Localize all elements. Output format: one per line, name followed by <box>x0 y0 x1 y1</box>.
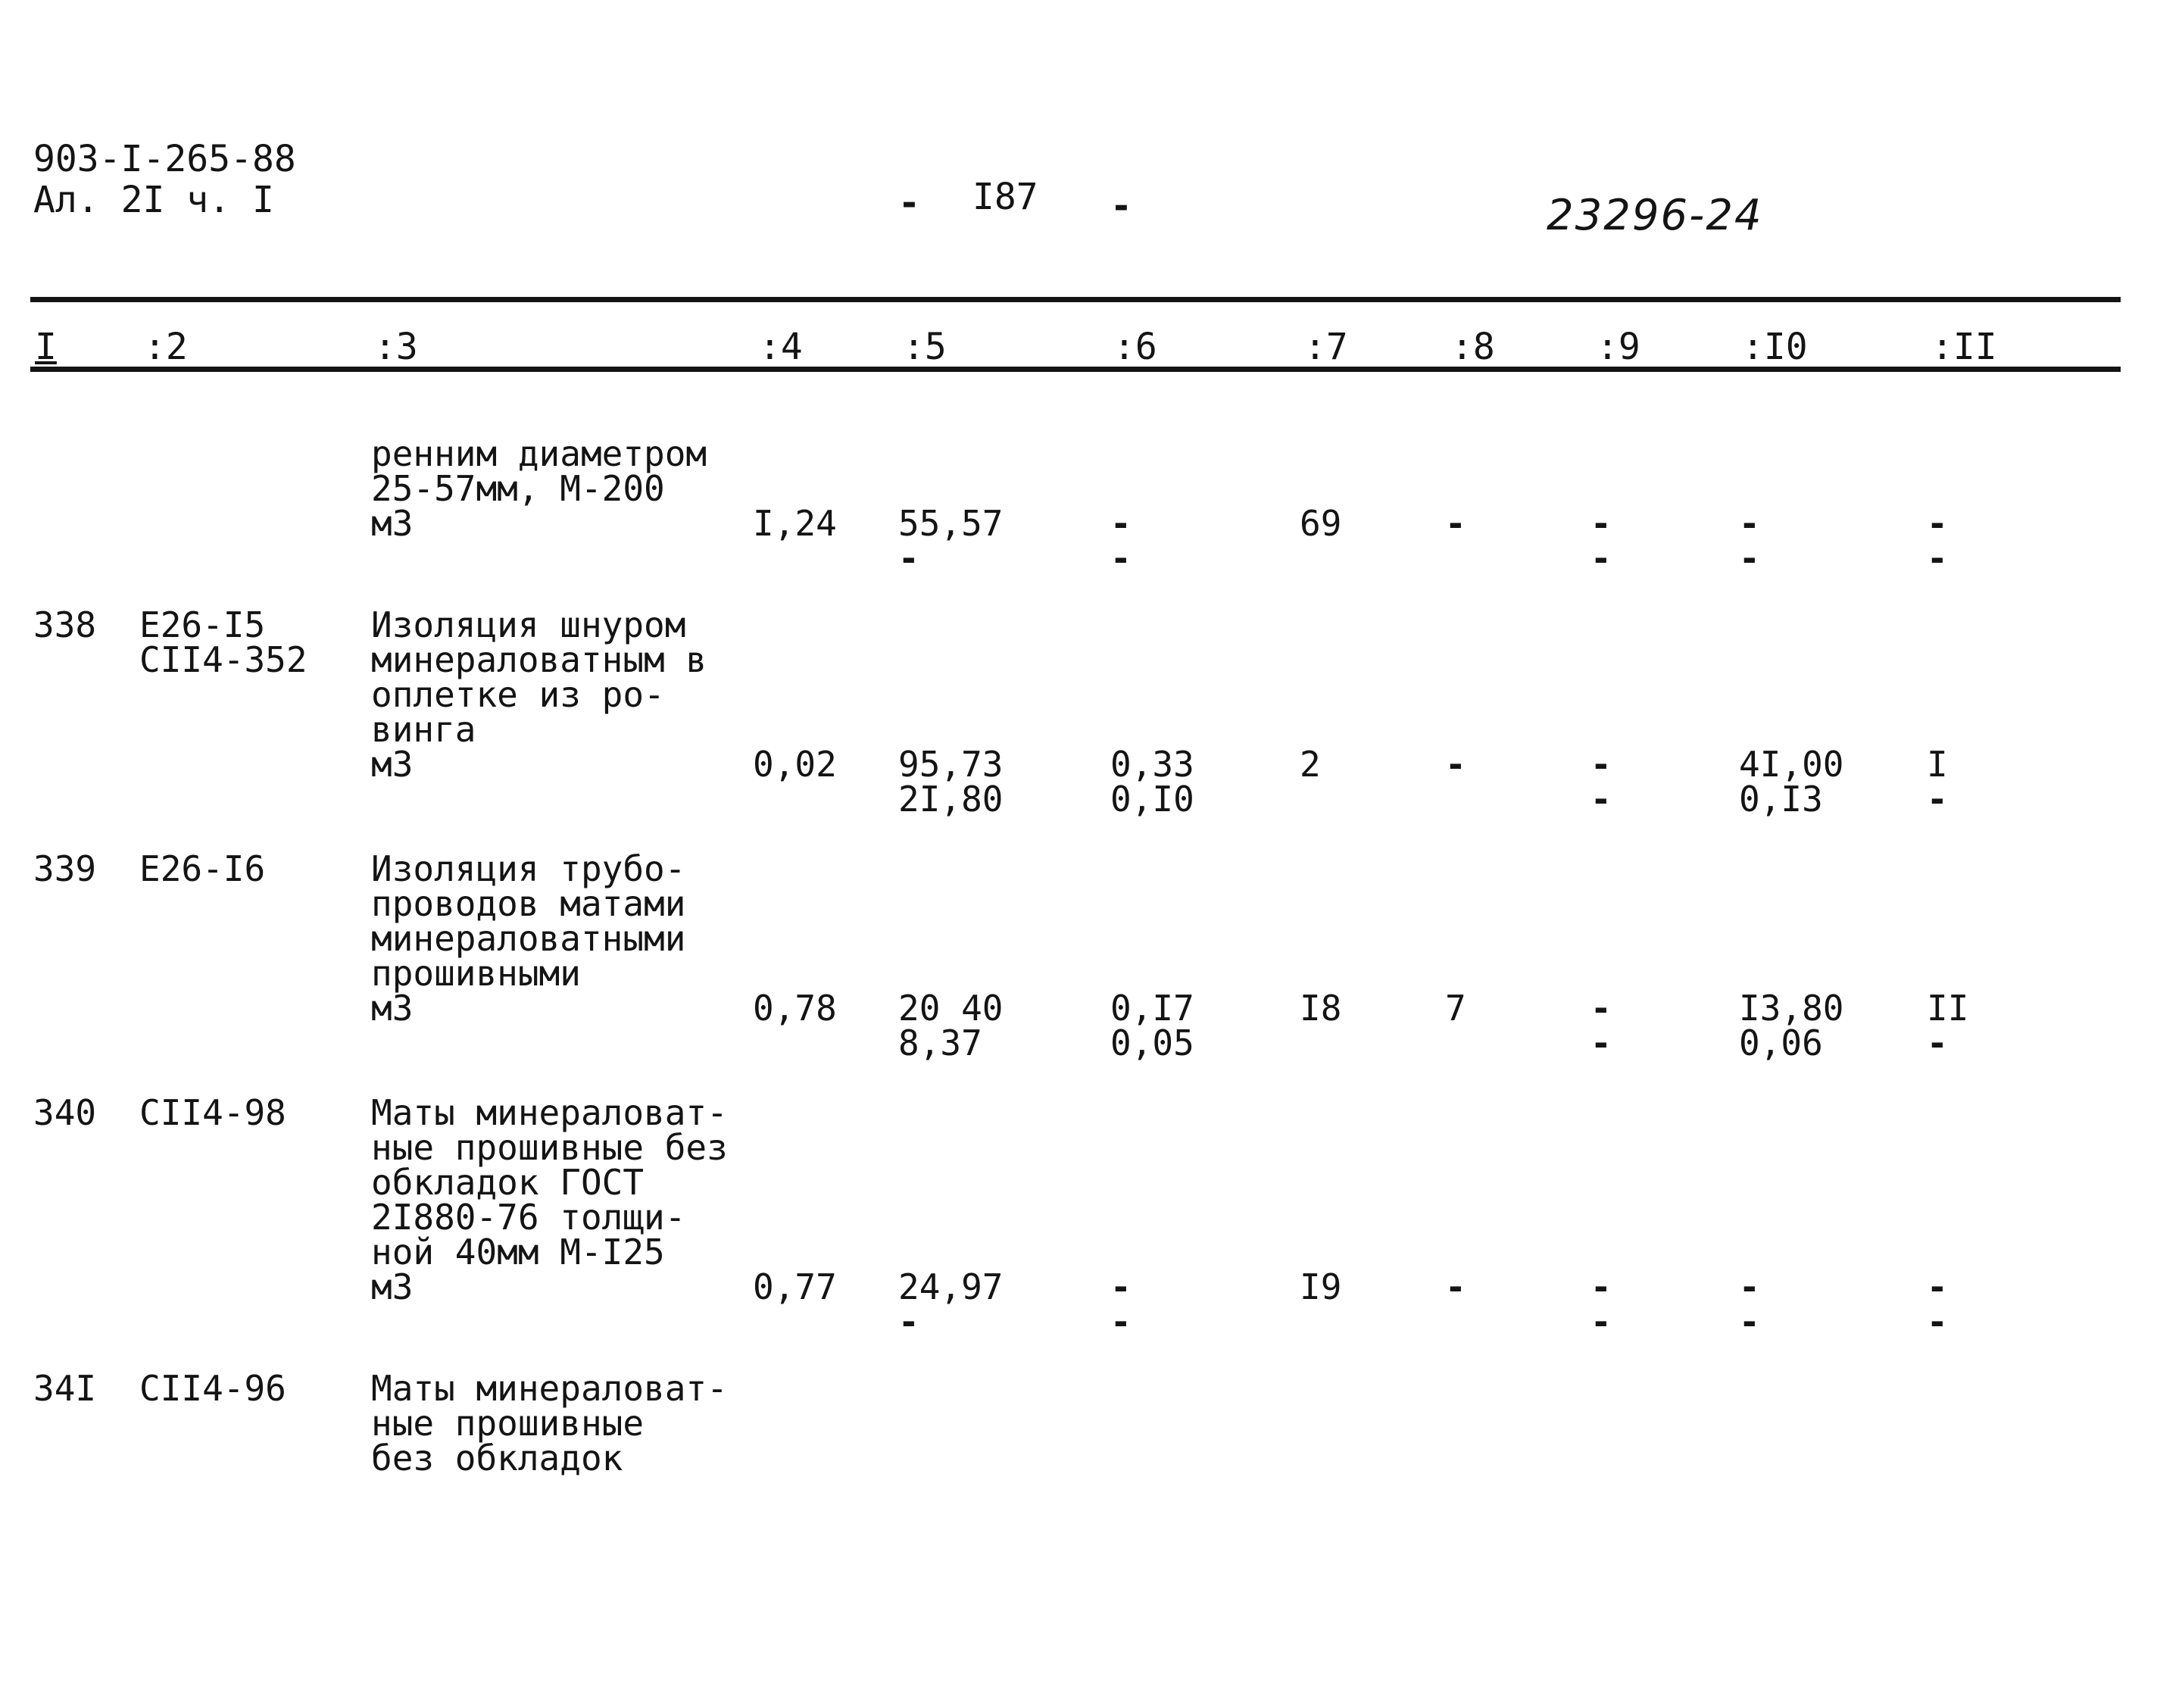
row-col10-main: - <box>1739 1266 1760 1307</box>
row-code: СII4-98 <box>139 1092 286 1133</box>
row-col7: 2 <box>1300 744 1321 785</box>
row-code: СII4-96 <box>139 1368 286 1409</box>
row-col6-main: - <box>1110 1266 1132 1307</box>
col-header-5: :5 <box>903 326 947 368</box>
row-col10-sub: 0,I3 <box>1739 779 1823 820</box>
row-col5-main: 24,97 <box>898 1266 1004 1307</box>
row-quantity: 0,78 <box>753 988 837 1029</box>
row-col6-sub: - <box>1110 1301 1132 1342</box>
header-top-rule <box>30 297 2121 302</box>
document-code: 903-I-265-88 <box>33 138 296 180</box>
row-col8: - <box>1445 744 1466 785</box>
row-number: 339 <box>33 848 97 889</box>
row-col6-main: - <box>1110 503 1132 544</box>
row-description: ренним диаметром 25-57мм, М-200 м3 <box>371 433 707 544</box>
row-col11-sub: - <box>1927 1023 1948 1063</box>
row-col8: - <box>1445 1266 1466 1307</box>
row-col6-sub: - <box>1110 538 1132 579</box>
row-number: 34I <box>33 1368 97 1409</box>
row-code: Е26-I6 <box>139 848 266 889</box>
col-header-6: :6 <box>1113 326 1157 368</box>
row-col10-sub: 0,06 <box>1739 1023 1823 1063</box>
row-quantity: 0,02 <box>753 744 837 785</box>
row-col10-main: I3,80 <box>1739 988 1844 1029</box>
row-col11-sub: - <box>1927 1301 1948 1342</box>
row-col9-main: - <box>1590 503 1612 544</box>
row-col11-sub: - <box>1927 538 1948 579</box>
row-col7: 69 <box>1300 503 1342 544</box>
row-col5-sub: 2I,80 <box>898 779 1004 820</box>
col-header-2: :2 <box>144 326 188 368</box>
row-col10-sub: - <box>1739 1301 1760 1342</box>
row-col10-main: - <box>1739 503 1760 544</box>
row-col6-main: 0,33 <box>1110 744 1194 785</box>
row-col10-main: 4I,00 <box>1739 744 1844 785</box>
page-dash-right: - <box>1110 185 1132 227</box>
row-description: Изоляция шнуром минераловатным в оплетке из ро- винга м3 <box>371 604 707 785</box>
page-dash-left: - <box>898 182 920 224</box>
col-header-11: :II <box>1931 326 1997 368</box>
row-col9-sub: - <box>1590 1301 1612 1342</box>
row-col11-main: - <box>1927 503 1948 544</box>
row-col6-sub: 0,05 <box>1110 1023 1194 1063</box>
row-col11-main: - <box>1927 1266 1948 1307</box>
row-col6-sub: 0,I0 <box>1110 779 1194 820</box>
col-header-3: :3 <box>374 326 418 368</box>
row-col9-sub: - <box>1590 1023 1612 1063</box>
row-col5-sub: - <box>898 1301 919 1342</box>
row-col9-sub: - <box>1590 779 1612 820</box>
row-col5-main: 95,73 <box>898 744 1004 785</box>
row-col5-main: 55,57 <box>898 503 1004 544</box>
col-header-9: :9 <box>1597 326 1640 368</box>
row-col9-main: - <box>1590 988 1612 1029</box>
row-description: Маты минераловат- ные прошивные без обкладок <box>371 1368 728 1478</box>
row-col7: I8 <box>1300 988 1342 1029</box>
row-col6-main: 0,I7 <box>1110 988 1194 1029</box>
row-number: 340 <box>33 1092 97 1133</box>
row-col8: 7 <box>1445 988 1466 1029</box>
sheet-label: Ал. 2I ч. I <box>33 179 274 221</box>
row-number: 338 <box>33 604 97 645</box>
col-header-8: :8 <box>1451 326 1495 368</box>
inventory-number: 23296-24 <box>1547 191 1763 240</box>
row-col11-main: II <box>1927 988 1969 1029</box>
page-number: I87 <box>972 176 1038 218</box>
col-header-1: I <box>35 326 57 368</box>
row-code: Е26-I5 СII4-352 <box>139 604 307 680</box>
row-col5-sub: - <box>898 538 919 579</box>
row-description: Маты минераловат- ные прошивные без обкладок ГОСТ 2I880-76 толщи- ной 40мм М-I25 м3 <box>371 1092 728 1307</box>
row-quantity: I,24 <box>753 503 837 544</box>
col-header-7: :7 <box>1304 326 1348 368</box>
row-description: Изоляция трубо- проводов матами минераловатными прошивными м3 <box>371 848 686 1029</box>
row-col5-sub: 8,37 <box>898 1023 982 1063</box>
row-col9-main: - <box>1590 744 1612 785</box>
row-col10-sub: - <box>1739 538 1760 579</box>
row-col9-sub: - <box>1590 538 1612 579</box>
row-col11-sub: - <box>1927 779 1948 820</box>
col-header-4: :4 <box>759 326 803 368</box>
row-quantity: 0,77 <box>753 1266 837 1307</box>
row-col8: - <box>1445 503 1466 544</box>
row-col5-main: 20 40 <box>898 988 1004 1029</box>
row-col9-main: - <box>1590 1266 1612 1307</box>
row-col7: I9 <box>1300 1266 1342 1307</box>
row-col11-main: I <box>1927 744 1948 785</box>
col-header-10: :I0 <box>1742 326 1808 368</box>
